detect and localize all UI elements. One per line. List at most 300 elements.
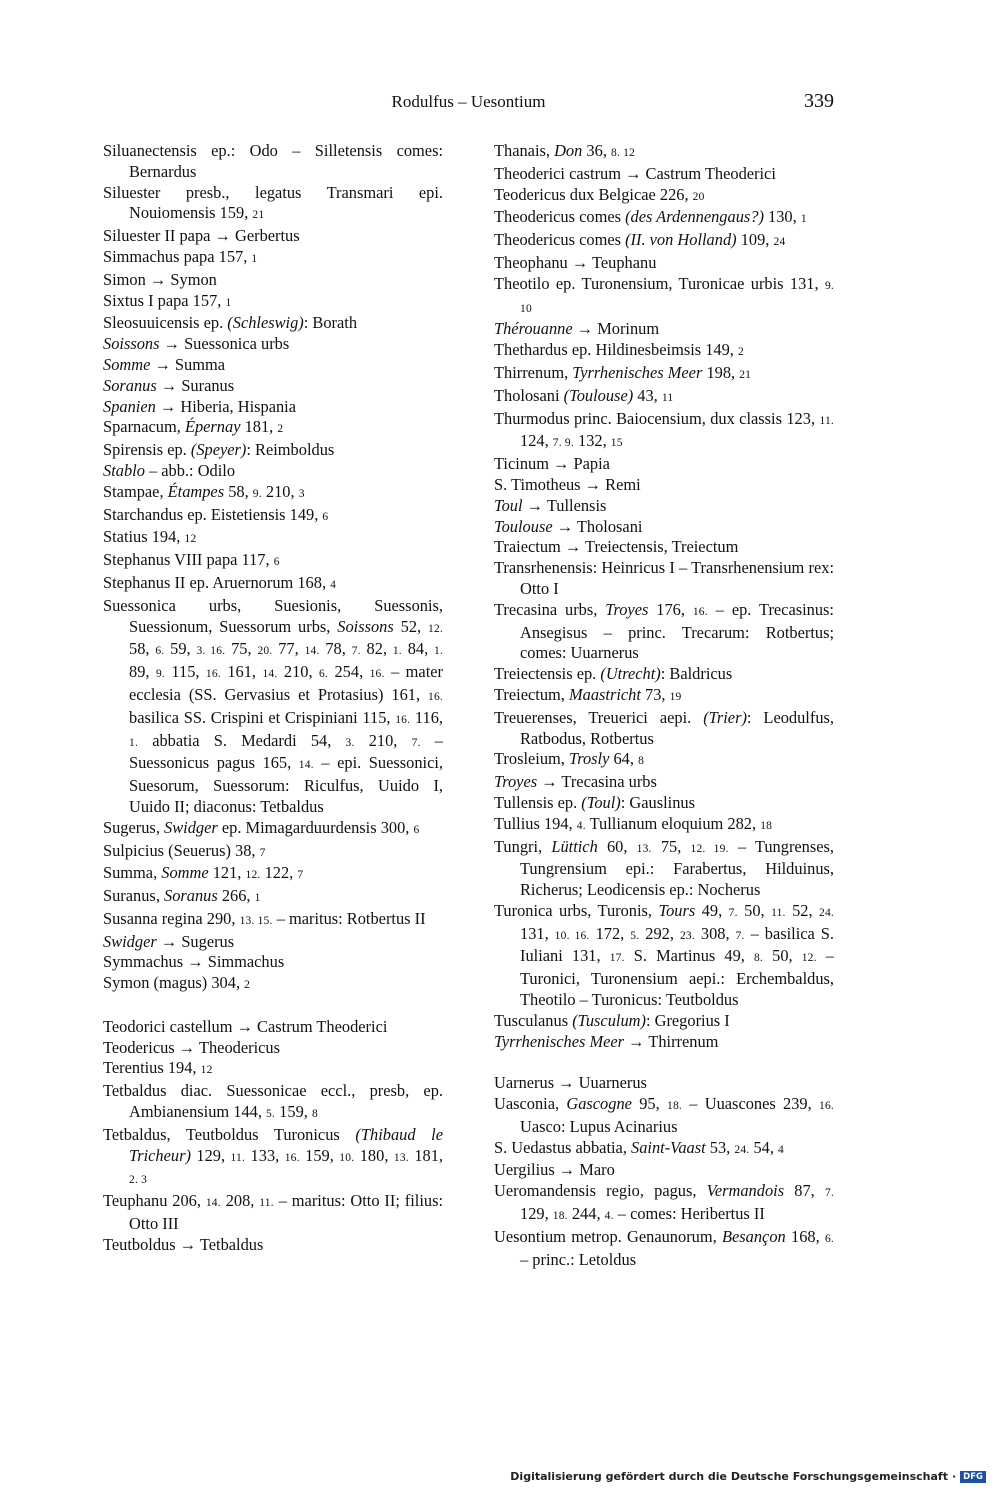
index-entry bbox=[494, 340, 834, 363]
index-entry bbox=[494, 1227, 834, 1271]
entry-text: Tullianum eloquium 282, bbox=[585, 813, 761, 833]
entry-text: (Utrecht) bbox=[600, 664, 661, 684]
entry-text: Symon (magus) 304, bbox=[103, 973, 245, 993]
entry-text: Teodericus → Theodericus bbox=[103, 1037, 280, 1057]
entry-text: 129, bbox=[190, 1145, 231, 1165]
entry-text: 77, bbox=[272, 639, 305, 659]
entry-text: – basilica S. Iuliani 131, bbox=[520, 923, 835, 966]
entry-text: → Sugerus bbox=[156, 931, 235, 951]
line-reference: 5. bbox=[266, 1108, 276, 1121]
entry-text: 109, bbox=[736, 230, 774, 250]
entry-text: Suessonica urbs, Suesionis, Suessonis, Suessionum, Suessorum urbs, bbox=[103, 595, 443, 636]
line-reference: 2 bbox=[738, 346, 744, 359]
entry-text: Thanais, bbox=[494, 141, 555, 160]
entry-text: Stablo bbox=[103, 460, 145, 480]
line-reference: 13. bbox=[393, 1151, 409, 1164]
entry-text: 89, bbox=[129, 662, 156, 682]
line-reference: 7 bbox=[297, 869, 304, 882]
index-column-right bbox=[494, 141, 834, 1270]
entry-text: Saint-Vaast bbox=[631, 1137, 706, 1157]
index-entry bbox=[494, 1032, 834, 1053]
entry-text: Thérouanne bbox=[494, 319, 573, 339]
line-reference: 24. bbox=[734, 1143, 750, 1156]
line-reference: 21 bbox=[739, 368, 752, 381]
index-entry bbox=[494, 664, 834, 685]
line-reference: 12. 19. bbox=[690, 842, 729, 855]
index-entry bbox=[494, 253, 834, 274]
entry-text: 292, bbox=[639, 923, 680, 943]
entry-text: (Speyer) bbox=[190, 440, 247, 460]
line-reference: 16. bbox=[205, 668, 221, 681]
index-entry bbox=[494, 708, 834, 750]
entry-text: 82, bbox=[360, 639, 393, 659]
entry-text: Teodericus dux Belgicae 226, bbox=[494, 184, 693, 204]
entry-text: – Tungrenses, Tungrensium epi.: Farabertus, Hilduinus, Richerus; Leodicensis ep.: Nocherus bbox=[520, 836, 834, 900]
line-reference: 15 bbox=[610, 437, 623, 450]
entry-text: 161, bbox=[220, 662, 263, 682]
line-reference: 11. bbox=[259, 1197, 274, 1210]
line-reference: 19 bbox=[669, 690, 682, 703]
index-entry bbox=[494, 454, 834, 475]
entry-text: S. Uedastus abbatia, bbox=[494, 1137, 632, 1157]
entry-text: 121, bbox=[208, 863, 246, 883]
line-reference: 11. bbox=[819, 414, 834, 427]
entry-text: Besançon bbox=[721, 1226, 786, 1246]
entry-text: : Gauslinus bbox=[620, 792, 695, 812]
line-reference: 10. 16. bbox=[554, 929, 590, 942]
entry-text: Theophanu → Teuphanu bbox=[494, 252, 657, 272]
index-entry bbox=[494, 685, 834, 708]
entry-text: Thethardus ep. Hildinesbeimsis 149, bbox=[494, 340, 739, 360]
entry-text: 129, bbox=[520, 1204, 553, 1224]
entry-text: Tyrrhenisches Meer bbox=[494, 1031, 625, 1051]
line-reference: 13. bbox=[636, 842, 652, 855]
entry-text: – ep. Trecasinus: Ansegisus – princ. Trecarum: Rotbertus; comes: Uuarnerus bbox=[520, 599, 834, 663]
entry-text: 133, bbox=[245, 1145, 285, 1165]
entry-text: Symmachus → Simmachus bbox=[103, 952, 285, 972]
index-entry bbox=[103, 1235, 443, 1256]
entry-text: Tyrrhenisches Meer bbox=[572, 362, 703, 382]
entry-text: Somme bbox=[103, 354, 151, 374]
line-reference: 2 bbox=[244, 979, 251, 992]
index-entry bbox=[494, 537, 834, 558]
entry-text: Spanien bbox=[103, 396, 156, 416]
line-reference: 8. bbox=[753, 952, 764, 965]
index-entry bbox=[103, 841, 443, 864]
line-reference: 6 bbox=[273, 556, 280, 569]
entry-text: Simmachus papa 157, bbox=[103, 246, 252, 266]
entry-text: Theotilo ep. Turonensium, Turonicae urbis 131, bbox=[494, 273, 825, 293]
entry-text: Trosly bbox=[569, 749, 610, 769]
entry-text: 52, bbox=[393, 616, 429, 636]
entry-text: : Borath bbox=[303, 313, 358, 333]
index-entry bbox=[494, 749, 834, 772]
entry-text: Sulpicius (Seuerus) 38, bbox=[103, 840, 260, 860]
line-reference: 16. bbox=[692, 605, 708, 618]
entry-text: Tusculanus bbox=[494, 1010, 573, 1030]
entry-text: → Summa bbox=[150, 354, 226, 374]
line-reference: 18 bbox=[760, 819, 773, 832]
line-reference: 17. bbox=[609, 952, 625, 965]
entry-text: Thirrenum, bbox=[494, 362, 573, 382]
entry-text: Épernay bbox=[184, 417, 241, 437]
entry-text: – maritus: Otto II; filius: Otto III bbox=[129, 1191, 444, 1234]
line-reference: 16. bbox=[819, 1100, 835, 1113]
entry-text: Sparnacum, bbox=[103, 417, 185, 437]
entry-text: (Toul) bbox=[581, 792, 621, 812]
entry-text: 210, bbox=[261, 481, 299, 501]
line-reference: 16. bbox=[284, 1151, 300, 1164]
line-reference: 4. bbox=[576, 819, 586, 832]
index-entry bbox=[494, 164, 834, 185]
entry-text: Trecasina urbs, bbox=[494, 599, 606, 619]
entry-text: 58, bbox=[129, 639, 156, 659]
entry-text: Stampae, bbox=[103, 481, 168, 501]
index-entry bbox=[103, 226, 443, 247]
entry-text: Ticinum → Papia bbox=[494, 454, 610, 474]
entry-text: 132, bbox=[573, 431, 611, 451]
entry-text: 254, bbox=[328, 662, 370, 682]
line-reference: 1 bbox=[800, 213, 807, 226]
line-reference: 9. 10 bbox=[520, 279, 834, 315]
line-reference: 12 bbox=[200, 1064, 213, 1077]
line-reference: 7. bbox=[351, 645, 361, 658]
entry-text: – Suessonicus pagus 165, bbox=[129, 730, 443, 773]
line-reference: 6. bbox=[155, 645, 165, 658]
index-entry bbox=[494, 901, 834, 1011]
entry-text: 180, bbox=[354, 1145, 394, 1165]
entry-text: 75, bbox=[651, 836, 691, 856]
index-entry bbox=[103, 334, 443, 355]
entry-text: 84, bbox=[401, 639, 435, 659]
line-reference: 1. bbox=[129, 736, 139, 749]
index-entry bbox=[103, 973, 443, 996]
entry-text: Soissons bbox=[103, 334, 160, 354]
entry-text: Stephanus II ep. Aruernorum 168, bbox=[103, 572, 331, 592]
entry-text: Statius 194, bbox=[103, 527, 185, 547]
entry-text: Siluester II papa → Gerbertus bbox=[103, 226, 300, 246]
entry-text: 59, bbox=[164, 639, 197, 659]
entry-text: 168, bbox=[785, 1226, 825, 1246]
entry-text: (des Ardennengaus?) bbox=[625, 207, 764, 227]
line-reference: 16. bbox=[428, 690, 443, 703]
entry-text: 131, bbox=[520, 923, 555, 943]
index-entry bbox=[103, 376, 443, 397]
entry-text: 266, bbox=[217, 886, 255, 906]
entry-text: Tholosani bbox=[494, 385, 564, 405]
line-reference: 18. bbox=[552, 1210, 568, 1223]
line-reference: 13. 15. bbox=[239, 914, 273, 927]
entry-text: 124, bbox=[520, 431, 553, 451]
entry-text: : Reimboldus bbox=[246, 440, 335, 460]
index-entry bbox=[103, 1058, 443, 1081]
entry-text: 53, bbox=[705, 1137, 735, 1157]
entry-text: Treuerenses, Treuerici aepi. bbox=[494, 707, 704, 727]
line-reference: 7. bbox=[411, 736, 421, 749]
entry-text: 159, bbox=[299, 1145, 340, 1165]
entry-text: basilica SS. Crispini et Crispiniani 115, bbox=[129, 707, 396, 727]
entry-text: 122, bbox=[260, 863, 298, 883]
entry-text: Siluanectensis ep.: Odo – Silletensis comes: Bernardus bbox=[103, 141, 443, 181]
entry-text: → Suessonica urbs bbox=[159, 334, 290, 354]
index-entry bbox=[494, 772, 834, 793]
entry-text: abbatia S. Medardi 54, bbox=[138, 730, 346, 750]
entry-text: Troyes bbox=[605, 599, 649, 619]
line-reference: 7 bbox=[259, 846, 266, 859]
index-entry bbox=[103, 818, 443, 841]
entry-text: Swidger bbox=[103, 931, 157, 951]
index-entry bbox=[494, 1011, 834, 1032]
line-reference: 14. bbox=[262, 668, 278, 681]
index-entry bbox=[494, 1181, 834, 1227]
index-entry bbox=[494, 386, 834, 409]
line-reference: 4 bbox=[778, 1143, 784, 1156]
line-reference: 8 bbox=[638, 755, 645, 768]
index-entry bbox=[494, 207, 834, 230]
entry-text: 210, bbox=[354, 730, 412, 750]
index-entry bbox=[494, 409, 834, 455]
entry-text: → Tullensis bbox=[522, 495, 607, 515]
entry-text: Tullius 194, bbox=[494, 813, 577, 833]
line-reference: 4 bbox=[330, 578, 337, 591]
entry-text: 95, bbox=[631, 1094, 667, 1114]
entry-text: Teodorici castellum → Castrum Theoderici bbox=[103, 1016, 388, 1036]
entry-text: Summa, bbox=[103, 863, 162, 883]
entry-text: Ueromandensis regio, pagus, bbox=[494, 1181, 707, 1201]
index-entry bbox=[103, 863, 443, 886]
index-entry bbox=[103, 440, 443, 461]
index-entry bbox=[103, 417, 443, 440]
entry-text: Soranus bbox=[103, 375, 157, 395]
line-reference: 12. bbox=[245, 869, 261, 882]
entry-text: 176, bbox=[648, 599, 693, 619]
index-entry bbox=[103, 573, 443, 596]
entry-text: Maastricht bbox=[568, 684, 641, 704]
entry-text: – princ.: Letoldus bbox=[520, 1249, 637, 1269]
entry-text: Tullensis ep. bbox=[494, 792, 582, 812]
index-entry bbox=[494, 837, 834, 901]
entry-text: S. Timotheus → Remi bbox=[494, 474, 641, 494]
index-entry bbox=[103, 291, 443, 314]
entry-text: 115, bbox=[164, 662, 206, 682]
entry-text: – maritus: Rotbertus II bbox=[272, 908, 426, 928]
entry-text: 64, bbox=[609, 749, 639, 769]
entry-text: (II. von Holland) bbox=[625, 230, 737, 250]
index-entry bbox=[103, 1125, 443, 1191]
entry-text: Tungri, bbox=[494, 836, 552, 856]
entry-text: → Thirrenum bbox=[624, 1031, 719, 1051]
entry-text: : Gregorius I bbox=[645, 1010, 730, 1030]
entry-text: (Schleswig) bbox=[227, 313, 304, 333]
entry-text: 43, bbox=[633, 385, 662, 405]
entry-text: 87, bbox=[784, 1181, 825, 1201]
index-column-left bbox=[103, 141, 443, 1256]
line-reference: 10. bbox=[339, 1151, 355, 1164]
line-reference: 7. 9. bbox=[552, 437, 574, 450]
entry-text: Gascogne bbox=[566, 1094, 632, 1114]
entry-text: 50, bbox=[737, 900, 772, 920]
index-entry bbox=[103, 886, 443, 909]
line-reference: 2 bbox=[277, 423, 284, 436]
entry-text: 54, bbox=[749, 1137, 779, 1157]
entry-text: 130, bbox=[763, 207, 801, 227]
line-reference: 12. bbox=[428, 622, 443, 635]
index-entry bbox=[103, 1038, 443, 1059]
entry-text: – Turonici, Turonensium aepi.: Erchembaldus, Theotilo – Turonicus: Teutboldus bbox=[520, 946, 835, 1010]
entry-text: Étampes bbox=[167, 481, 225, 501]
index-entry bbox=[103, 1017, 443, 1038]
entry-text: Tetbaldus diac. Suessonicae eccl., presb, ep. Ambianensium 144, bbox=[103, 1081, 443, 1122]
entry-text: Soissons bbox=[337, 616, 394, 636]
line-reference: 20. bbox=[257, 645, 273, 658]
entry-text: Lüttich bbox=[551, 836, 598, 856]
entry-text: → Morinum bbox=[572, 319, 660, 339]
entry-text: ep. Mimagarduurdensis 300, bbox=[217, 817, 414, 837]
index-entry bbox=[103, 270, 443, 291]
index-entry bbox=[103, 596, 443, 818]
index-entry bbox=[103, 527, 443, 550]
line-reference: 12. bbox=[801, 952, 817, 965]
line-reference: 23. bbox=[679, 929, 695, 942]
line-reference: 9. bbox=[252, 487, 262, 500]
entry-text: Susanna regina 290, bbox=[103, 908, 240, 928]
line-reference: 3. 16. bbox=[196, 645, 226, 658]
line-reference: 5. bbox=[630, 929, 640, 942]
entry-text: Siluester presb., legatus Transmari epi. Nouiomensis 159, bbox=[103, 182, 443, 223]
entry-text: Simon → Symon bbox=[103, 269, 217, 289]
index-entry bbox=[494, 1160, 834, 1181]
entry-text: Toulouse bbox=[494, 516, 553, 536]
entry-text: 198, bbox=[702, 362, 740, 382]
line-reference: 6 bbox=[413, 823, 420, 836]
entry-text: – comes: Heribertus II bbox=[613, 1204, 765, 1224]
index-entry bbox=[494, 230, 834, 253]
index-entry bbox=[103, 952, 443, 973]
line-reference: 6. bbox=[319, 668, 329, 681]
entry-text: Swidger bbox=[164, 817, 218, 837]
line-reference: 3 bbox=[298, 487, 305, 500]
entry-text: Tetbaldus, Teutboldus Turonicus bbox=[103, 1124, 356, 1144]
entry-text: Uasconia, bbox=[494, 1094, 567, 1114]
index-entry bbox=[494, 1073, 834, 1094]
entry-text: Treiectensis ep. bbox=[494, 664, 601, 684]
entry-text: Soranus bbox=[164, 886, 218, 906]
index-entry bbox=[103, 461, 443, 482]
running-title: Rodulfus – Uesontium bbox=[391, 92, 546, 111]
entry-text: 36, bbox=[582, 141, 612, 160]
entry-text: 50, bbox=[763, 946, 802, 966]
funding-footer: Digitalisierung gefördert durch die Deutsche Forschungsgemeinschaft · DFG bbox=[510, 1470, 986, 1483]
entry-text: (Thibaud le Tricheur) bbox=[129, 1124, 443, 1165]
entry-text: Toul bbox=[494, 495, 523, 515]
index-entry bbox=[494, 496, 834, 517]
index-entry bbox=[103, 247, 443, 270]
line-reference: 7. bbox=[735, 929, 745, 942]
entry-text: 210, bbox=[277, 662, 320, 682]
entry-text: Trosleium, bbox=[494, 749, 569, 769]
index-entry bbox=[103, 550, 443, 573]
line-reference: 16. bbox=[369, 668, 385, 681]
entry-text: Uasco: Lupus Acinarius bbox=[520, 1116, 678, 1136]
entry-text: Tours bbox=[658, 900, 696, 920]
entry-text: Somme bbox=[161, 863, 209, 883]
page-number: 339 bbox=[804, 90, 834, 112]
section-gap bbox=[494, 1052, 834, 1073]
index-entry bbox=[103, 1081, 443, 1125]
entry-text: Transrhenensis: Heinricus I – Transrhenensium rex: Otto I bbox=[494, 558, 834, 598]
entry-text: Sleosuuicensis ep. bbox=[103, 313, 228, 333]
index-entry bbox=[494, 141, 834, 164]
line-reference: 14. bbox=[205, 1197, 221, 1210]
entry-text: Traiectum → Treiectensis, Treiectum bbox=[494, 537, 739, 557]
line-reference: 4. bbox=[604, 1210, 614, 1223]
entry-text: 78, bbox=[319, 639, 352, 659]
entry-text: → Trecasina urbs bbox=[537, 772, 657, 792]
line-reference: 1 bbox=[225, 296, 232, 309]
entry-text: – abb.: Odilo bbox=[144, 460, 236, 480]
entry-text: 181, bbox=[408, 1145, 444, 1165]
line-reference: 1 bbox=[251, 252, 258, 265]
line-reference: 1. bbox=[392, 645, 402, 658]
index-entry bbox=[494, 814, 834, 837]
entry-text: Uarnerus → Uuarnerus bbox=[494, 1073, 647, 1093]
index-entry bbox=[494, 1138, 834, 1161]
index-entry bbox=[494, 274, 834, 320]
index-entry bbox=[494, 517, 834, 538]
entry-text: Uergilius → Maro bbox=[494, 1160, 615, 1180]
dfg-logo: DFG bbox=[960, 1471, 986, 1483]
funding-text: Digitalisierung gefördert durch die Deutsche Forschungsgemeinschaft bbox=[510, 1470, 948, 1483]
entry-text: Thurmodus princ. Baiocensium, dux classis 123, bbox=[494, 408, 820, 428]
entry-text: – Uuascones 239, bbox=[681, 1094, 820, 1114]
line-reference: 12 bbox=[184, 533, 197, 546]
entry-text: 116, bbox=[410, 707, 443, 727]
entry-text: 58, bbox=[224, 481, 253, 501]
index-entry bbox=[103, 397, 443, 418]
entry-text: Don bbox=[554, 141, 583, 160]
line-reference: 6 bbox=[322, 510, 329, 523]
line-reference: 1. bbox=[434, 645, 444, 658]
entry-text: Theoderici castrum → Castrum Theoderici bbox=[494, 163, 776, 183]
line-reference: 11. bbox=[771, 906, 786, 919]
index-entry bbox=[103, 1191, 443, 1235]
entry-text: (Toulouse) bbox=[563, 385, 634, 405]
line-reference: 14. bbox=[298, 759, 314, 772]
entry-text: Theodericus comes bbox=[494, 230, 626, 250]
entry-text: 75, bbox=[225, 639, 258, 659]
entry-text: Sugerus, bbox=[103, 817, 165, 837]
entry-text: 52, bbox=[785, 900, 820, 920]
entry-text: → Hiberia, Hispania bbox=[155, 396, 297, 416]
index-entry bbox=[494, 793, 834, 814]
entry-text: Starchandus ep. Eistetiensis 149, bbox=[103, 504, 323, 524]
index-entry bbox=[103, 932, 443, 953]
line-reference: 11. bbox=[230, 1151, 246, 1164]
entry-text: Theodericus comes bbox=[494, 207, 626, 227]
line-reference: 7. bbox=[824, 1187, 834, 1200]
entry-text: : Baldricus bbox=[660, 664, 733, 684]
entry-text: Uesontium metrop. Genaunorum, bbox=[494, 1226, 722, 1246]
entry-text: Teuphanu 206, bbox=[103, 1191, 206, 1211]
line-reference: 18. bbox=[667, 1100, 682, 1113]
line-reference: 8. 12 bbox=[611, 147, 636, 159]
entry-text: Teutboldus → Tetbaldus bbox=[103, 1234, 264, 1254]
line-reference: 11 bbox=[661, 391, 674, 404]
entry-text: (Trier) bbox=[703, 707, 747, 727]
entry-text: 181, bbox=[240, 417, 278, 437]
entry-text: Stephanus VIII papa 117, bbox=[103, 550, 274, 570]
line-reference: 3. bbox=[345, 736, 355, 749]
